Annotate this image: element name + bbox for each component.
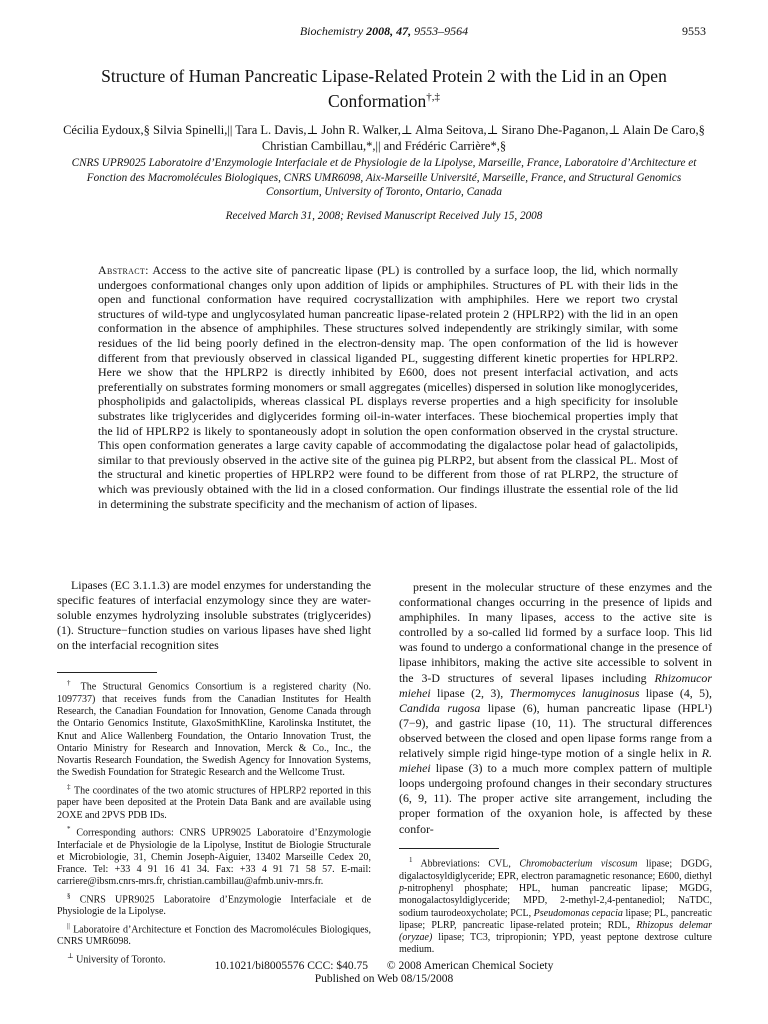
- footnote-text: University of Toronto.: [76, 953, 166, 965]
- title-footnote-marks: †,‡: [426, 91, 440, 103]
- footnote: [57, 781, 371, 822]
- body-text: lipase (2, 3),: [430, 685, 510, 700]
- body-text: lipase (3) to a much more complex pattern of multiple loops undergoing profound changes in their secondary structures (6, 9, 11). The proper active site arrangement, including the proper formation of the oxyanion hole, is affected by these confor-: [399, 761, 712, 836]
- page-number: 9553: [682, 24, 706, 38]
- footnote-text: The Structural Genomics Consortium is a registered charity (No. 1097737) that receives funds from the Canadian Institutes for Health Research, the Canadian Foundation for Innovation, Genome Canada through the Ontario Genomics Institute, GlaxoSmithKline, Karolinska Institutet, the Knut and Alice Wallenberg Foundation, the Ontario Innovation Trust, the Ontario Ministry for Research and Innovation, Merck & Co., Inc., the Novartis Research Foundation, the Swedish Agency for Innovation Systems, the Swedish Foundation for Strategic Research and the Wellcome Trust.: [57, 681, 371, 779]
- footer-line-1: [0, 960, 768, 973]
- species-name: R. miehei: [399, 746, 712, 776]
- footnote-rule-left: [57, 672, 157, 673]
- footnote-mark: ⊥: [67, 951, 74, 960]
- footnote-text: The coordinates of the two atomic structures of HPLRP2 reported in this paper have been deposited at the Protein Data Bank and are available using 2OXE and 2PVS PDB IDs.: [57, 785, 371, 821]
- body-paragraph: Lipases (EC 3.1.1.3) are model enzymes for understanding the specific features of interfacial enzymology since they are water-soluble enzymes hydrolyzing insoluble substrates (triglycerides) (1). Structure−function studies on various lipases have shed light on the interfacial recognition sites: [57, 578, 371, 653]
- abstract-text: Access to the active site of pancreatic lipase (PL) is controlled by a surface loop, the lid, which normally undergoes conformational changes only upon addition of lipids or amphiphiles. Structures of PL with their lids in the open and functional conformation have required cocrystallization with amphiphiles. Here we report two crystal structures of wild-type and unglycosylated human pancreatic lipase-related protein 2 (HPLRP2) with the lid in an open conformation in the absence of amphiphiles. These structures solved independently are strikingly similar, with some residues of the lid being poorly defined in the electron-density map. The open conformation of the lid is however different from that previously observed in classical liganded PL, suggesting different kinetic properties for HPLRP2. Here we show that the HPLRP2 is directly inhibited by E600, does not present interfacial activation, and acts preferentially on substrates forming monomers or small aggregates (micelles) dispersed in solution like monoglycerides, phospholipids and galactolipids, whereas classical PL displays reverse properties and a high specificity for insoluble substrates like triglycerides and diglycerides forming oil-in-water interfaces. These biochemical properties imply that the lid of HPLRP2 is likely to spontaneously adopt in solution the open conformation observed in the crystal structure. This open conformation generates a large cavity capable of accommodating the digalactose polar head of galactolipids, similar to that previously observed in the active site of the guinea pig PLRP2, but absent from the classical PL. Most of the structural and kinetic properties of HPLRP2 were found to be different from those of rat PLRP2, the structure of which was previously obtained with the lid in a closed conformation. Our findings illustrate the essential role of the lid in determining the substrate specificity and the mechanism of action of lipases.: [98, 263, 678, 511]
- species-name: Candida rugosa: [399, 700, 481, 715]
- page-footer: [0, 960, 768, 986]
- journal-year: 2008,: [366, 24, 394, 38]
- footnote-text: Corresponding authors: CNRS UPR9025 Laboratoire d’Enzymologie Interfaciale et de Physiologie de la Lipolyse, Institut de Biologie Structurale et Microbiologie, 31, Chemin Joseph-Aiguier, 13402 Marseille Cedex 20, France. Tel: +33 4 91 16 41 34. Fax: +33 4 91 71 58 57. E-mail: carriere@ibsm.cnrs-mrs.fr, christian.cambillau@afmb.univ-mrs.fr.: [57, 827, 371, 888]
- species-name: Chromobacterium viscosum: [519, 858, 638, 870]
- species-name: Thermomyces lanuginosus: [509, 685, 640, 700]
- chemical-prefix: p: [399, 882, 404, 894]
- footnote: [57, 677, 371, 780]
- footnote-rule-right: [399, 848, 499, 849]
- footnote-mark: §: [67, 891, 71, 900]
- article-title-text: Structure of Human Pancreatic Lipase-Related Protein 2 with the Lid in an Open Conformation: [101, 66, 667, 111]
- footnote-mark: †: [67, 679, 75, 687]
- species-name: Pseudomonas cepacia: [533, 907, 623, 919]
- copyright: © 2008 American Chemical Society: [386, 960, 554, 972]
- affiliations: CNRS UPR9025 Laboratoire d’Enzymologie Interfaciale et de Physiologie de la Lipolyse, Marseille, France, Laboratoire d’Architecture et Fonction des Macromolécules Biologiques, CNRS UMR6098, Aix-Marseille Université, Marseille, France, and Structural Genomics Consortium, University of Toronto, Ontario, Canada: [71, 157, 697, 198]
- footnote-text: -nitrophenyl phosphate; HPL, human pancreatic lipase; MGDG, monogalactosyldiglyceride; MPD, 2-methyl-2,4-pentanediol; NaTDC, sodium taurodeoxycholate; PCL,: [399, 882, 712, 919]
- footnote-text: lipase; DGDG, digalactosyldiglyceride; EPR, electron paramagnetic resonance; E600, diethyl: [399, 858, 713, 882]
- article-title: [60, 66, 708, 112]
- journal-pages: 9553–9564: [414, 24, 469, 38]
- journal-name: Biochemistry: [299, 24, 364, 38]
- footnotes-left: [57, 677, 371, 967]
- footnote-mark: *: [67, 824, 71, 833]
- footnote-mark: ‡: [67, 782, 72, 791]
- body-column-left: [57, 578, 371, 653]
- species-name: Rhizopus delemar (oryzae): [399, 919, 712, 944]
- published-date: Published on Web 08/15/2008: [314, 973, 454, 985]
- body-text: lipase (6), human pancreatic lipase (HPL¹) (7−9), and gastric lipase (10, 11). The structural differences observed between the closed and open lipase forms range from a relatively simple rigid hinge-type motion of a single helix in: [399, 700, 712, 761]
- doi-price: 10.1021/bi8005576 CCC: $40.75: [214, 960, 368, 972]
- footnote-mark: 1: [409, 856, 413, 864]
- running-head: [0, 24, 768, 40]
- abstract: [98, 263, 678, 511]
- journal-volume: 47,: [396, 24, 412, 38]
- footnote-abbreviations: [399, 854, 712, 958]
- footnote: [399, 854, 712, 957]
- footnote-mark: ||: [67, 921, 70, 930]
- journal-citation: [0, 24, 768, 39]
- abstract-label: Abstract:: [98, 263, 149, 277]
- footnote-text: CNRS UPR9025 Laboratoire d’Enzymologie Interfaciale et de Physiologie de la Lipolyse.: [57, 894, 372, 918]
- body-text: lipase (4, 5),: [639, 685, 712, 700]
- body-text: present in the molecular structure of these enzymes and the conformational changes occurring in the presence of lipids and amphiphiles. In many lipases, access to the active site is controlled by a so-called lid formed by a surface loop. This lid was found to undergo a conformational change in the presence of lipase inhibitors, making the active site accessible to solvent in the 3-D structures of several lipases including: [399, 580, 712, 685]
- author-list: Cécilia Eydoux,§ Silvia Spinelli,|| Tara L. Davis,⊥ John R. Walker,⊥ Alma Seitova,⊥ Sirano Dhe-Paganon,⊥ Alain De Caro,§ Christian Cambillau,*,|| and Frédéric Carrière*,§: [63, 123, 705, 153]
- footnote: [57, 823, 371, 889]
- footnote: [57, 890, 371, 919]
- footnote-text: lipase; PL, pancreatic lipase; PLRP, pancreatic lipase-related protein; RDL,: [399, 907, 712, 931]
- received-dates: Received March 31, 2008; Revised Manuscript Received July 15, 2008: [225, 210, 543, 222]
- species-name: Rhizomucor miehei: [399, 670, 712, 700]
- footnote-text: Laboratoire d’Architecture et Fonction des Macromolécules Biologiques, CNRS UMR6098.: [57, 923, 372, 948]
- footnote-text: Abbreviations: CVL,: [420, 858, 520, 870]
- body-paragraph: [399, 580, 712, 837]
- body-column-right: [399, 580, 712, 837]
- footnote-text: lipase; TC3, tripropionin; YPD, yeast peptone dextrose culture medium.: [399, 932, 712, 956]
- footnote: [57, 920, 371, 949]
